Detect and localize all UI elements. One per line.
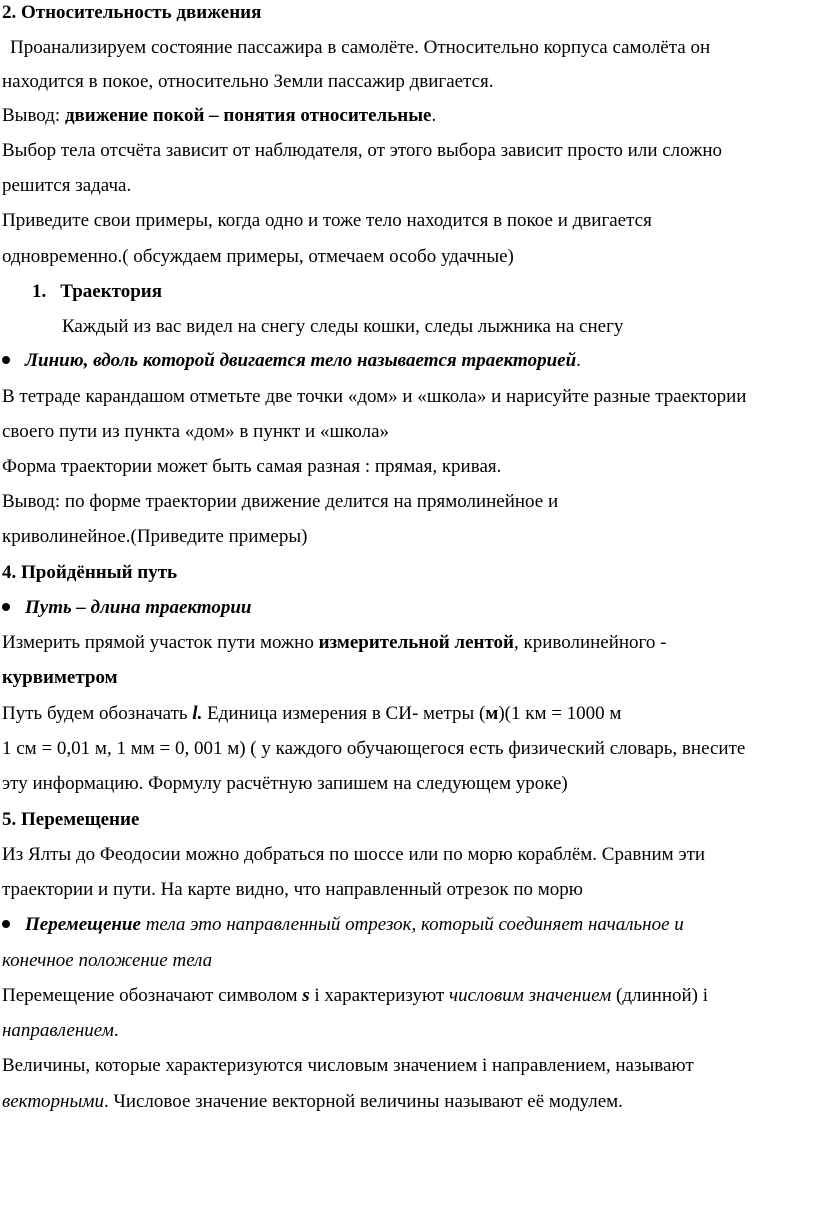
definition-text: Путь – длина траектории [25, 597, 252, 618]
bullet-icon [2, 356, 10, 364]
text-run: , криволинейного - [513, 632, 667, 653]
symbol: s [302, 985, 310, 1006]
text-run: Единица измерения в СИ- метры ( [202, 703, 486, 724]
paragraph-line: своего пути из пункта «дом» в пункт и «школа» [2, 421, 390, 442]
paragraph-line: Величины, которые характеризуются числовым значением і направлением, называют [2, 1055, 694, 1076]
text-run: . Числовое значение векторной величины называют её модулем. [103, 1091, 623, 1112]
conclusion-end: . [431, 105, 437, 126]
bold-term-line: курвиметром [2, 667, 118, 688]
paragraph-line [2, 1020, 119, 1042]
section-2-heading: 2. Относительность движения [2, 2, 262, 23]
paragraph-line: находится в покое, относительно Земли пассажир двигается. [2, 71, 494, 92]
paragraph-line: криволинейное.(Приведите примеры) [2, 526, 308, 547]
paragraph-line: В тетраде карандашом отметьте две точки «дом» и «школа» и нарисуйте разные траектории [2, 386, 747, 407]
paragraph-line [2, 985, 708, 1007]
list-number: 1. [32, 281, 47, 302]
paragraph-line: эту информацию. Формулу расчётную запишем на следующем уроке) [2, 773, 568, 794]
italic-term: векторными [2, 1091, 104, 1112]
text-run: Путь будем обозначать [2, 703, 193, 724]
paragraph-line [2, 632, 666, 654]
conclusion-bold-text: движение покой – понятия относительные [64, 105, 432, 126]
definition-term: Перемещение [25, 914, 141, 935]
paragraph-line: Из Ялты до Феодосии можно добраться по шоссе или по морю кораблём. Сравним эти [2, 844, 706, 865]
bold-term: измерительной лентой [318, 632, 514, 653]
paragraph-line: 1 см = 0,01 м, 1 мм = 0, 001 м) ( у каждого обучающегося есть физический словарь, внесите [2, 738, 746, 759]
symbol: l. [192, 703, 203, 724]
bullet-definition [2, 350, 581, 372]
section-5-heading: 5. Перемещение [2, 809, 140, 830]
conclusion-prefix: Вывод: [2, 105, 65, 126]
text-run: )(1 км = 1000 м [498, 703, 622, 724]
text-run: Измерить прямой участок пути можно [2, 632, 319, 653]
paragraph-line: Приведите свои примеры, когда одно и тоже тело находится в покое и двигается [2, 210, 652, 231]
definition-text: тела это направленный отрезок, который соединяет начальное и [140, 914, 684, 935]
paragraph-line [2, 703, 621, 725]
paragraph-line: решится задача. [2, 175, 132, 196]
paragraph-line [2, 1091, 623, 1113]
unit-symbol: м [485, 703, 499, 724]
paragraph-line: Вывод: по форме траектории движение делится на прямолинейное и [2, 491, 559, 512]
text-run: і характеризуют [309, 985, 450, 1006]
paragraph-line: одновременно.( обсуждаем примеры, отмечаем особо удачные) [2, 246, 514, 267]
paragraph-line: Выбор тела отсчёта зависит от наблюдателя, от этого выбора зависит просто или сложно [2, 140, 722, 161]
italic-term: числовим значением [449, 985, 612, 1006]
section-4-heading: 4. Пройдённый путь [2, 562, 178, 583]
text-run: Перемещение обозначают символом [2, 985, 303, 1006]
paragraph-line: Каждый из вас видел на снегу следы кошки, следы лыжника на снегу [62, 316, 624, 337]
text-run: . [113, 1020, 119, 1041]
conclusion-line [2, 105, 436, 127]
definition-text: Линию, вдоль которой двигается тело называется траекторией [25, 350, 577, 371]
bullet-icon [2, 603, 10, 611]
bullet-icon [2, 920, 10, 928]
paragraph-line: Проанализируем состояние пассажира в самолёте. Относительно корпуса самолёта он [10, 37, 711, 58]
paragraph-line: траектории и пути. На карте видно, что направленный отрезок по морю [2, 879, 583, 900]
definition-line: конечное положение тела [2, 950, 213, 971]
paragraph-line: Форма траектории может быть самая разная : прямая, кривая. [2, 456, 502, 477]
section-trajectory-heading [32, 281, 162, 303]
text-run: (длинной) і [611, 985, 709, 1006]
definition-end: . [576, 350, 581, 371]
italic-term: направлением [2, 1020, 114, 1041]
bullet-definition [2, 597, 251, 619]
bullet-definition [2, 914, 684, 936]
heading-text: Траектория [60, 281, 163, 302]
